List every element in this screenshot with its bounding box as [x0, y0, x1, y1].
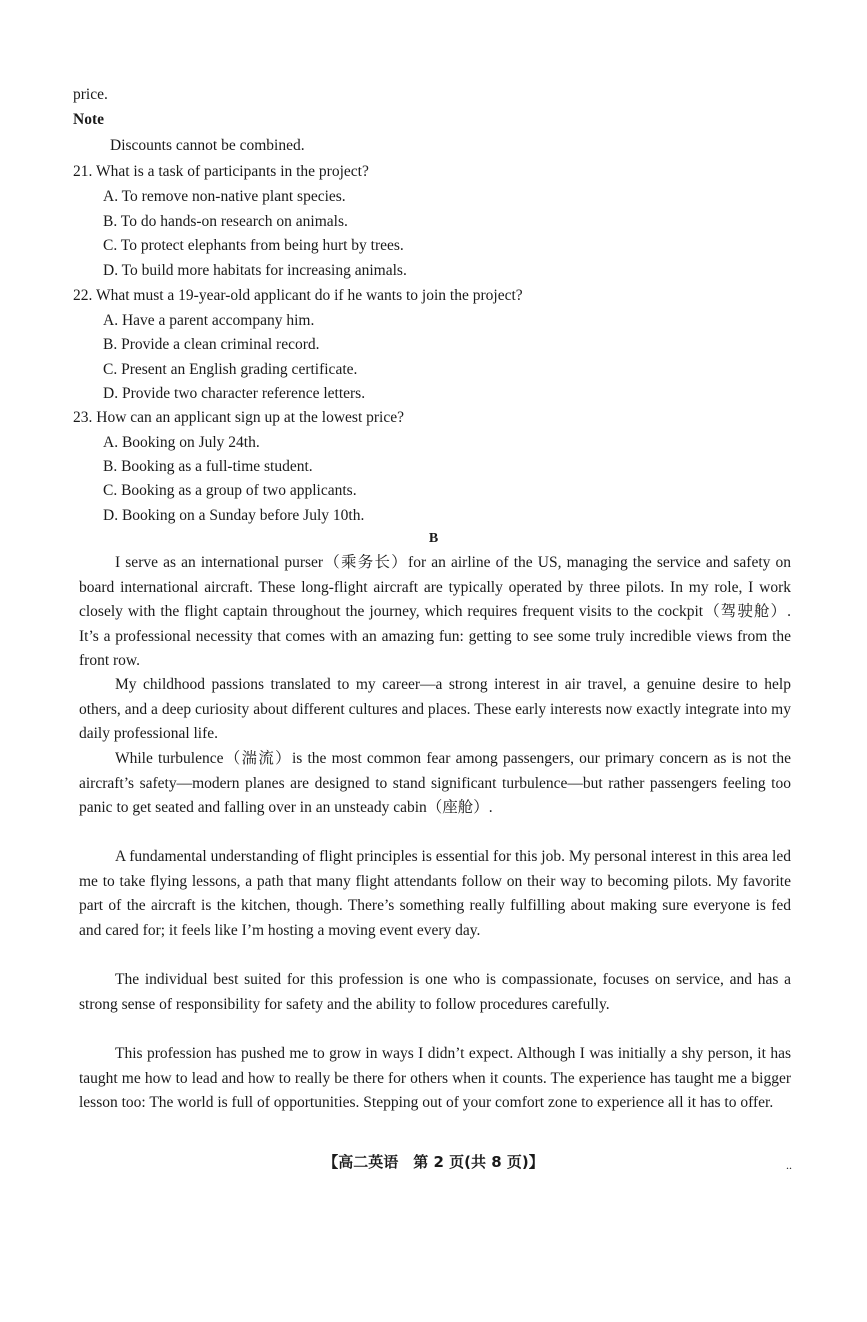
passage-paragraph-4: A fundamental understanding of flight principles is essential for this job. My personal interest in this area led me to take flying lessons, a path that many flight attendants follow on their way to becoming pilots. My favorite part of the aircraft is the kitchen, though. There’s something really fulfilling about making sure everyone is fed and cared for; it feels like I’m hosting a moving event every day. [79, 848, 791, 939]
question-23-option-b: B. Booking as a full-time student. [103, 458, 313, 475]
question-22-option-b: B. Provide a clean criminal record. [103, 336, 320, 353]
question-21-option-b: B. To do hands-on research on animals. [103, 213, 348, 230]
question-22-option-d: D. Provide two character reference letters. [103, 385, 366, 402]
passage-paragraph-3: While turbulence（湍流）is the most common fear among passengers, our primary concern as is not the aircraft’s safety—modern planes are designed to stand significant turbulence—but rather passengers feeling too panic to get seated and falling over in an unsteady cabin（座舱）. [79, 750, 791, 816]
question-23-stem: 23. How can an applicant sign up at the lowest price? [73, 409, 404, 426]
footer-mark: .. [786, 1158, 792, 1172]
passage-paragraph-2: My childhood passions translated to my career—a strong interest in air travel, a genuine desire to help others, and a deep curiosity about different cultures and places. These early interests now exactly integrate into my daily professional life. [79, 676, 791, 742]
question-21-option-d: D. To build more habitats for increasing animals. [103, 262, 407, 279]
question-23-option-c: C. Booking as a group of two applicants. [103, 482, 357, 499]
note-text: Discounts cannot be combined. [110, 137, 305, 154]
question-23-option-d: D. Booking on a Sunday before July 10th. [103, 507, 365, 524]
section-b-heading: B [428, 531, 439, 546]
question-23-option-a: A. Booking on July 24th. [103, 434, 260, 451]
page-footer: 【高二英语 第 2 页(共 8 页)】 [323, 1153, 544, 1171]
passage-paragraph-5: The individual best suited for this profession is one who is compassionate, focuses on service, and has a strong sense of responsibility for safety and the ability to follow procedures carefully. [79, 971, 791, 1013]
passage-paragraph-6: This profession has pushed me to grow in ways I didn’t expect. Although I was initially a shy person, it has taught me how to lead and how to really be there for others when it counts. The experience has taught me a bigger lesson too: The world is full of opportunities. Stepping out of your comfort zone to experience all it has to offer. [79, 1045, 791, 1111]
question-21-option-a: A. To remove non-native plant species. [103, 188, 346, 205]
question-22-stem: 22. What must a 19-year-old applicant do if he wants to join the project? [73, 287, 523, 304]
question-21-option-c: C. To protect elephants from being hurt by trees. [103, 237, 404, 254]
note-heading: Note [73, 111, 104, 128]
question-21-stem: 21. What is a task of participants in the project? [73, 163, 369, 180]
question-22-option-a: A. Have a parent accompany him. [103, 312, 315, 329]
passage-paragraph-1: I serve as an international purser（乘务长）for an airline of the US, managing the service and safety on board international aircraft. These long-flight aircraft are typically operated by three pilots. In my role, I work closely with the flight captain throughout the journey, which requires frequent visits to the cockpit（驾驶舱）. It’s a professional necessity that comes with an amazing fun: getting to see some truly incredible views from the front row. [79, 554, 791, 669]
question-22-option-c: C. Present an English grading certificate. [103, 361, 358, 378]
price-tail-text: price. [73, 86, 108, 103]
